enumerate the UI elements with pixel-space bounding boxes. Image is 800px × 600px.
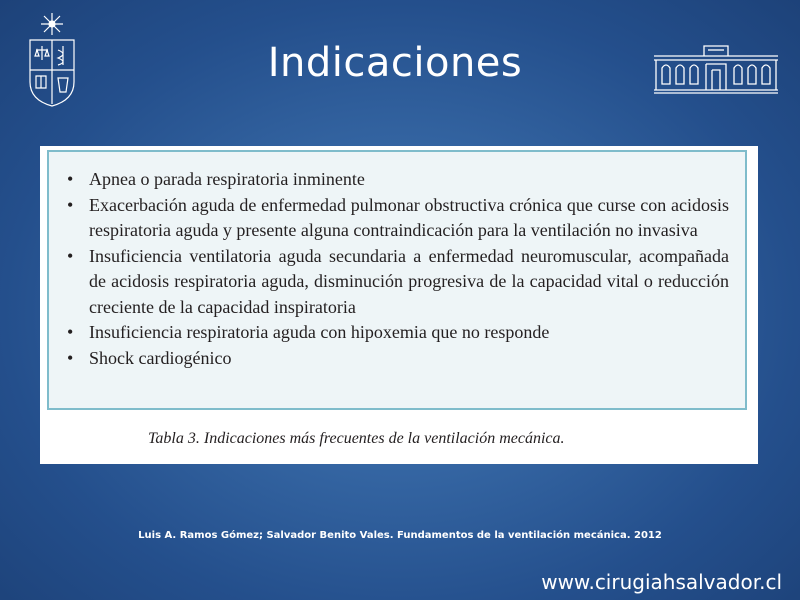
bullet-icon: • xyxy=(67,245,74,266)
bullet-icon: • xyxy=(67,169,74,189)
table-image xyxy=(40,146,758,464)
indications-list xyxy=(49,152,745,371)
hospital-building-icon xyxy=(652,40,780,94)
list-item: • Shock cardiogénico xyxy=(63,346,729,372)
website-url: www.cirugiahsalvador.cl xyxy=(541,570,782,594)
list-item: • Apnea o parada respiratoria inminente xyxy=(63,167,729,193)
bullet-icon: • xyxy=(67,322,74,342)
list-item: • Insuficiencia respiratoria aguda con hipoxemia que no responde xyxy=(63,320,729,346)
list-item: • Insuficiencia ventilatoria aguda secundaria a enfermedad neuromuscular, acompañada de acidosis respiratoria aguda, disminución progresiva de la capacidad vital o reducción creciente de la capacidad inspiratoria xyxy=(67,245,729,317)
bullet-icon: • xyxy=(67,347,74,368)
list-item: • Exacerbación aguda de enfermedad pulmonar obstructiva crónica que curse con acidosis respiratoria aguda y presente alguna contraindicación para la ventilación no invasiva xyxy=(67,194,729,240)
bullet-icon: • xyxy=(67,194,74,215)
slide-title: Indicaciones xyxy=(267,40,523,86)
indications-box xyxy=(47,150,747,410)
table-caption: Tabla 3. Indicaciones más frecuentes de la ventilación mecánica. xyxy=(148,430,565,447)
reference-citation: Luis A. Ramos Gómez; Salvador Benito Vales. Fundamentos de la ventilación mecánica. 2012 xyxy=(138,530,662,541)
